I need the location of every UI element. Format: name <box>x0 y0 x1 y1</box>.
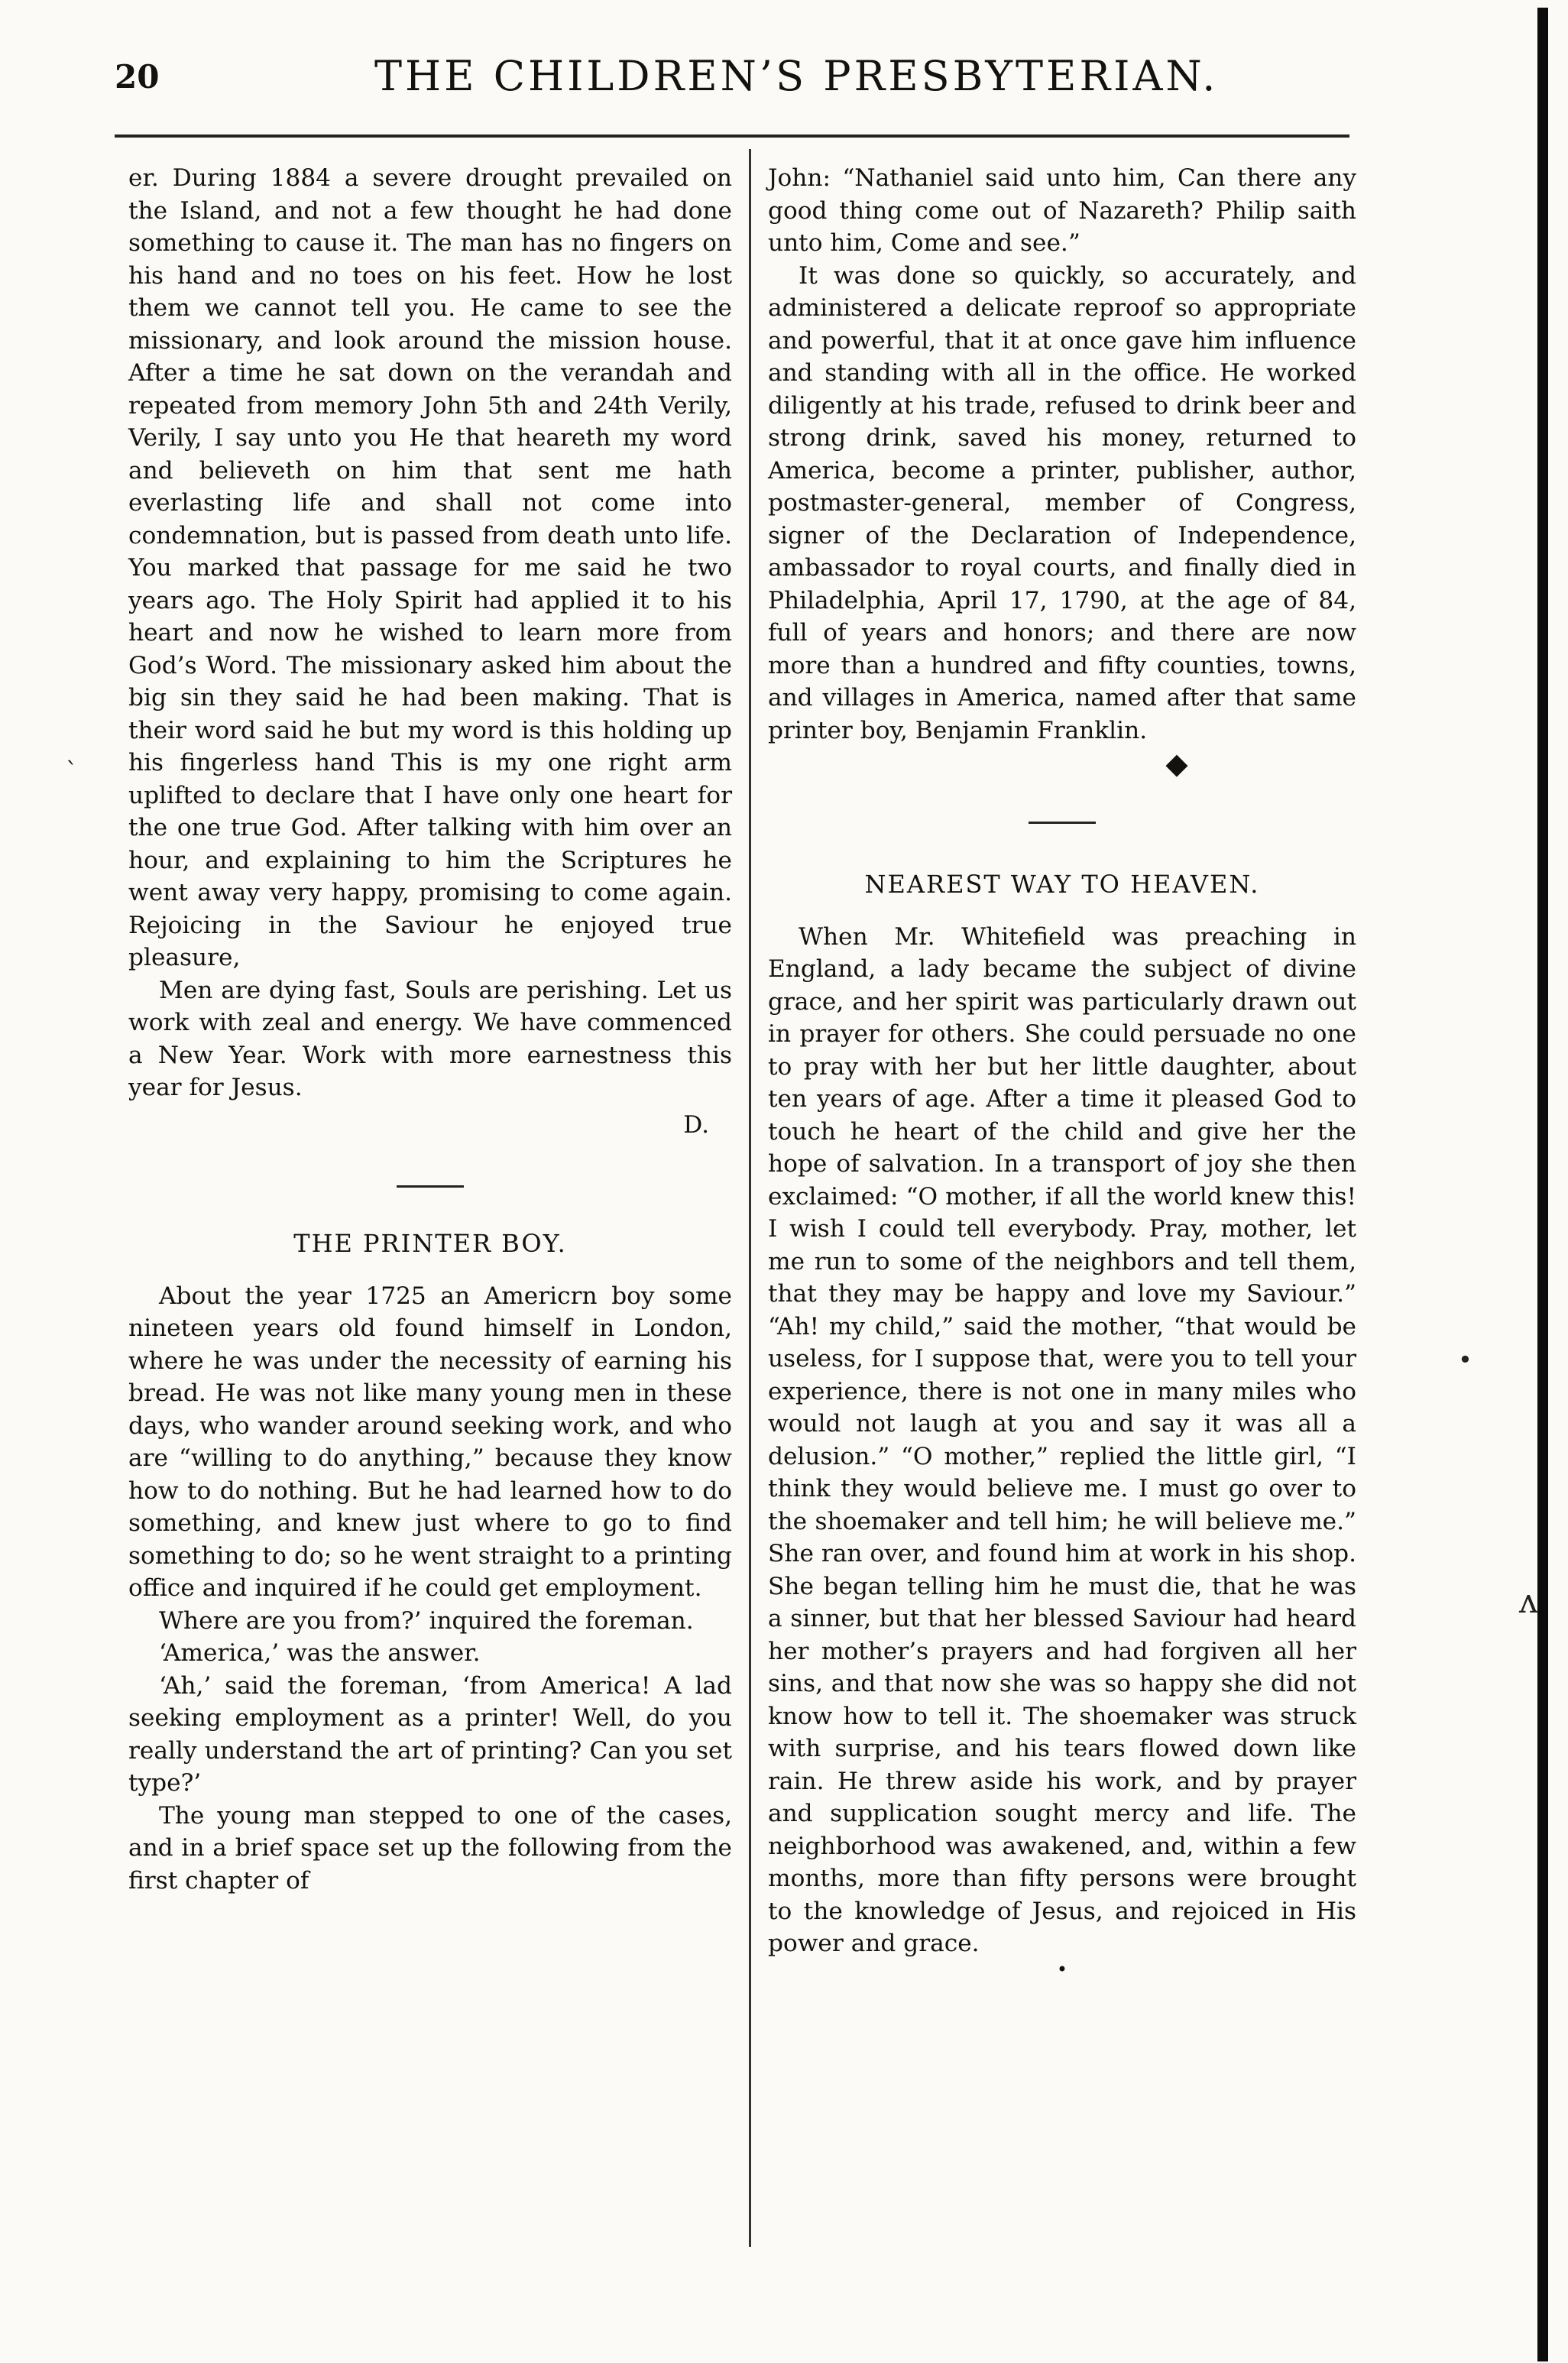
article-paragraph: ‘Ah,’ said the foreman, ‘from America! A lad seeking employment as a printer! Well, do you really understand the art of printing? Can you set type?’ <box>128 1671 732 1797</box>
article-paragraph: It was done so quickly, so accurately, and administered a delicate reproof so appropriate and powerful, that it at once gave him influence and standing with all in the office. He worked diligently at his trade, refused to drink beer and strong drink, saved his money, returned to America, become a printer, publisher, author, postmaster-general, member of Congress, signer of the Declaration of Independence, ambassador to royal courts, and finally died in Philadelphia, April 17, 1790, at the age of 84, full of years and honors; and there are now more than a hundred and fifty counties, towns, and villages in America, named after that same printer boy, Benjamin Franklin. <box>768 261 1356 744</box>
article-paragraph: Where are you from?’ inquired the foreman. <box>159 1606 694 1635</box>
right-edge-rule <box>1537 8 1548 2361</box>
article-paragraph: ‘America,’ was the answer. <box>159 1639 481 1667</box>
article-paragraph: The young man stepped to one of the cases, and in a brief space set up the following from the first chapter of <box>128 1801 732 1895</box>
page-header <box>115 52 1353 105</box>
article-title-printer-boy: THE PRINTER BOY. <box>293 1229 567 1258</box>
article-title-nearest-way: NEAREST WAY TO HEAVEN. <box>864 870 1260 899</box>
margin-mark: • <box>1458 1345 1472 1374</box>
section-separator <box>1029 822 1096 824</box>
intro-paragraph: Men are dying fast, Souls are perishing. Let us work with zeal and energy. We have commenced a New Year. Work with more earnestness this year for Jesus. <box>128 976 732 1101</box>
column-divider <box>749 149 751 2247</box>
intro-paragraph: er. During 1884 a severe drought prevailed on the Island, and not a few thought he had done something to cause it. The man has no fingers on his hand and no toes on his feet. How he lost them we cannot tell you. He came to see the missionary, and look around the mission house. After a time he sat down on the verandah and repeated from memory John 5th and 24th Verily, Verily, I say unto you He that heareth my word and believeth on him that sent me hath everlasting life and shall not come into condemnation, but is passed from death unto life. You marked that passage for me said he two years ago. The Holy Spirit had applied it to his heart and now he wished to learn more from God’s Word. The missionary asked him about the big sin they said he had been making. That is their word said he but my word is this holding up his fingerless hand This is my one right arm uplifted to declare that I have only one heart for the one true God. After talking with him over an hour, and explaining to him the Scriptures he went away very happy, promising to come again. Rejoicing in the Saviour he enjoyed true pleasure, <box>128 164 732 971</box>
intro-signature: D. <box>683 1110 709 1139</box>
left-column <box>128 162 732 1897</box>
article-paragraph: John: “Nathaniel said unto him, Can there any good thing come out of Nazareth? Philip saith unto him, Come and see.” <box>768 164 1356 257</box>
header-rule <box>115 135 1349 138</box>
page-number: 20 <box>115 58 160 96</box>
ornament: ◆ <box>1165 747 1188 780</box>
section-separator <box>397 1185 464 1188</box>
right-column <box>768 162 1356 1979</box>
margin-mark: ` <box>66 757 78 786</box>
end-mark: • <box>1056 1958 1068 1980</box>
article-paragraph: When Mr. Whitefield was preaching in England, a lady became the subject of divine grace, and her spirit was particularly drawn out in prayer for others. She could persuade no one to pray with her but her little daughter, about ten years of age. After a time it pleased God to touch he heart of the child and give her the hope of salvation. In a transport of joy she then exclaimed: “O mother, if all the world knew this! I wish I could tell everybody. Pray, mother, let me run to some of the neighbors and tell them, that they may be happy and love my Saviour.” “Ah! my child,” said the mother, “that would be useless, for I suppose that, were you to tell your experience, there is not one in many miles who would not laugh at you and say it was all a delusion.” “O mother,” replied the little girl, “I think they would believe me. I must go over to the shoemaker and tell him; he will believe me.” She ran over, and found him at work in his shop. She began telling him he must die, that he was a sinner, but that her blessed Saviour had heard her mother’s prayers and had forgiven all her sins, and that now she was so happy she did not know how to tell it. The shoemaker was struck with surprise, and his tears flowed down like rain. He threw aside his work, and by prayer and supplication sought mercy and life. The neighborhood was awakened, and, within a few months, more than fifty persons were brought to the knowledge of Jesus, and rejoiced in His power and grace. <box>768 922 1356 1957</box>
article-paragraph: About the year 1725 an Americrn boy some nineteen years old found himself in London, where he was under the necessity of earning his bread. He was not like many young men in these days, who wander around seeking work, and who are “willing to do anything,” because they know how to do nothing. But he had learned how to do something, and knew just where to go to find something to do; so he went straight to a printing office and inquired if he could get employment. <box>128 1282 732 1602</box>
margin-mark: ᴧ <box>1519 1582 1538 1621</box>
running-title: THE CHILDREN’S PRESBYTERIAN. <box>374 52 1219 100</box>
